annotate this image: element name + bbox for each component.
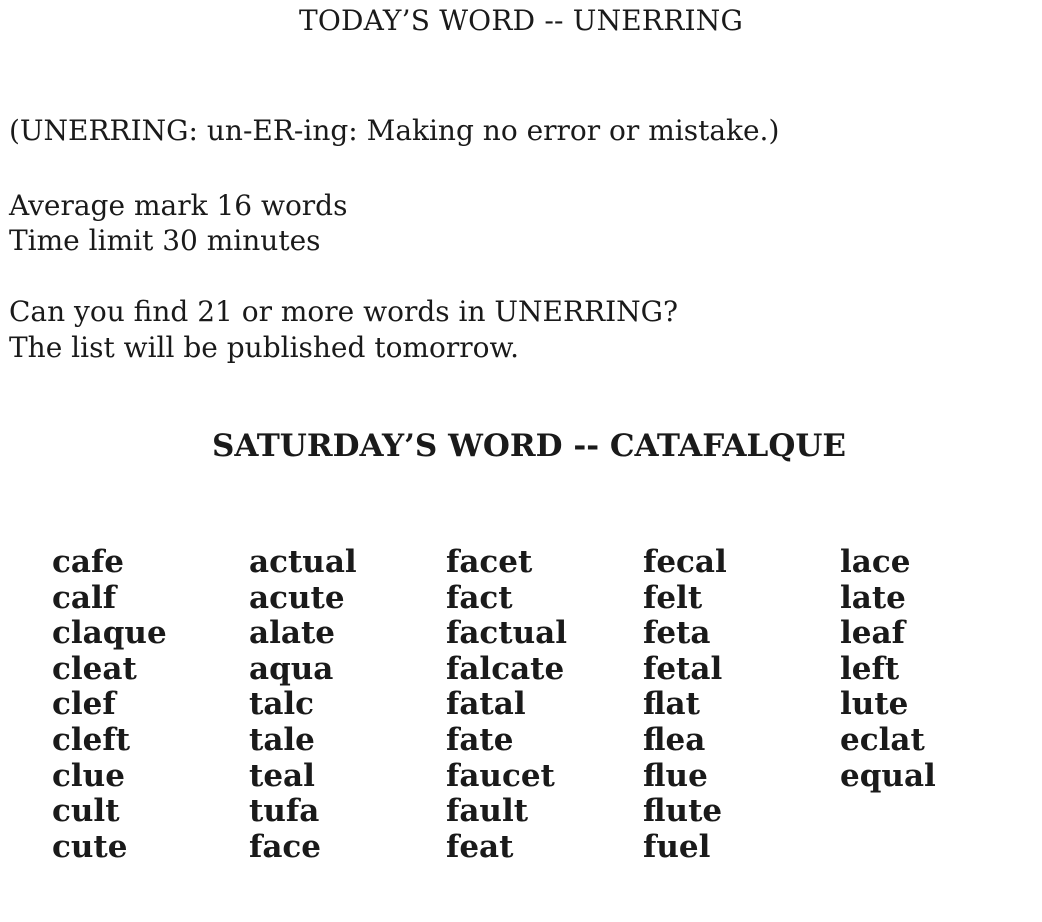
word-item: flute bbox=[643, 793, 723, 830]
word-item: leaf bbox=[840, 615, 905, 652]
word-item: lute bbox=[840, 686, 909, 723]
word-item: fecal bbox=[643, 544, 727, 580]
word-item: teal bbox=[249, 757, 315, 794]
word-definition: (UNERRING: un-ER-ing: Making no error or mistake.) bbox=[9, 114, 780, 147]
word-item: facet bbox=[446, 544, 533, 580]
word-item: acute bbox=[249, 579, 345, 616]
word-item: faucet bbox=[446, 757, 555, 794]
word-item: claque bbox=[52, 615, 167, 652]
word-item: actual bbox=[249, 544, 357, 580]
word-item: calf bbox=[52, 579, 117, 616]
word-item: tufa bbox=[249, 793, 320, 830]
word-item: fault bbox=[446, 793, 529, 830]
word-column bbox=[52, 545, 242, 865]
word-item: cleft bbox=[52, 721, 131, 758]
word-item: alate bbox=[249, 615, 335, 652]
word-item: cult bbox=[52, 793, 120, 830]
word-item: fuel bbox=[643, 828, 711, 865]
word-item: fact bbox=[446, 579, 513, 616]
word-item: equal bbox=[840, 757, 936, 794]
publish-note: The list will be published tomorrow. bbox=[9, 331, 520, 364]
solution-title: SATURDAY’S WORD -- CATAFALQUE bbox=[211, 428, 847, 464]
word-item: flue bbox=[643, 757, 708, 794]
word-item: falcate bbox=[446, 650, 565, 687]
word-item: left bbox=[840, 650, 900, 687]
word-item: aqua bbox=[249, 650, 334, 687]
word-item: felt bbox=[643, 579, 703, 616]
word-item: face bbox=[249, 828, 322, 865]
word-list-grid bbox=[52, 545, 1012, 875]
word-item: fetal bbox=[643, 650, 723, 687]
word-item: late bbox=[840, 579, 906, 616]
word-item: tale bbox=[249, 721, 315, 758]
word-item: cafe bbox=[52, 544, 125, 580]
word-column bbox=[643, 545, 833, 865]
word-item: flea bbox=[643, 721, 706, 758]
word-column bbox=[249, 545, 439, 865]
word-item: lace bbox=[840, 544, 911, 580]
challenge-text: Can you find 21 or more words in UNERRING? bbox=[9, 295, 679, 328]
word-item: cleat bbox=[52, 650, 137, 687]
word-item: flat bbox=[643, 686, 700, 723]
word-item: feat bbox=[446, 828, 514, 865]
page-title: TODAY’S WORD -- UNERRING bbox=[298, 4, 744, 37]
word-item: clef bbox=[52, 686, 116, 723]
word-item: eclat bbox=[840, 721, 925, 758]
time-limit: Time limit 30 minutes bbox=[9, 224, 321, 257]
word-item: talc bbox=[249, 686, 315, 723]
word-item: fatal bbox=[446, 686, 526, 723]
word-item: clue bbox=[52, 757, 125, 794]
word-column bbox=[840, 545, 1030, 794]
average-mark: Average mark 16 words bbox=[9, 189, 348, 222]
word-item: fate bbox=[446, 721, 514, 758]
word-item: cute bbox=[52, 828, 128, 865]
word-column bbox=[446, 545, 636, 865]
word-item: factual bbox=[446, 615, 568, 652]
word-item: feta bbox=[643, 615, 711, 652]
